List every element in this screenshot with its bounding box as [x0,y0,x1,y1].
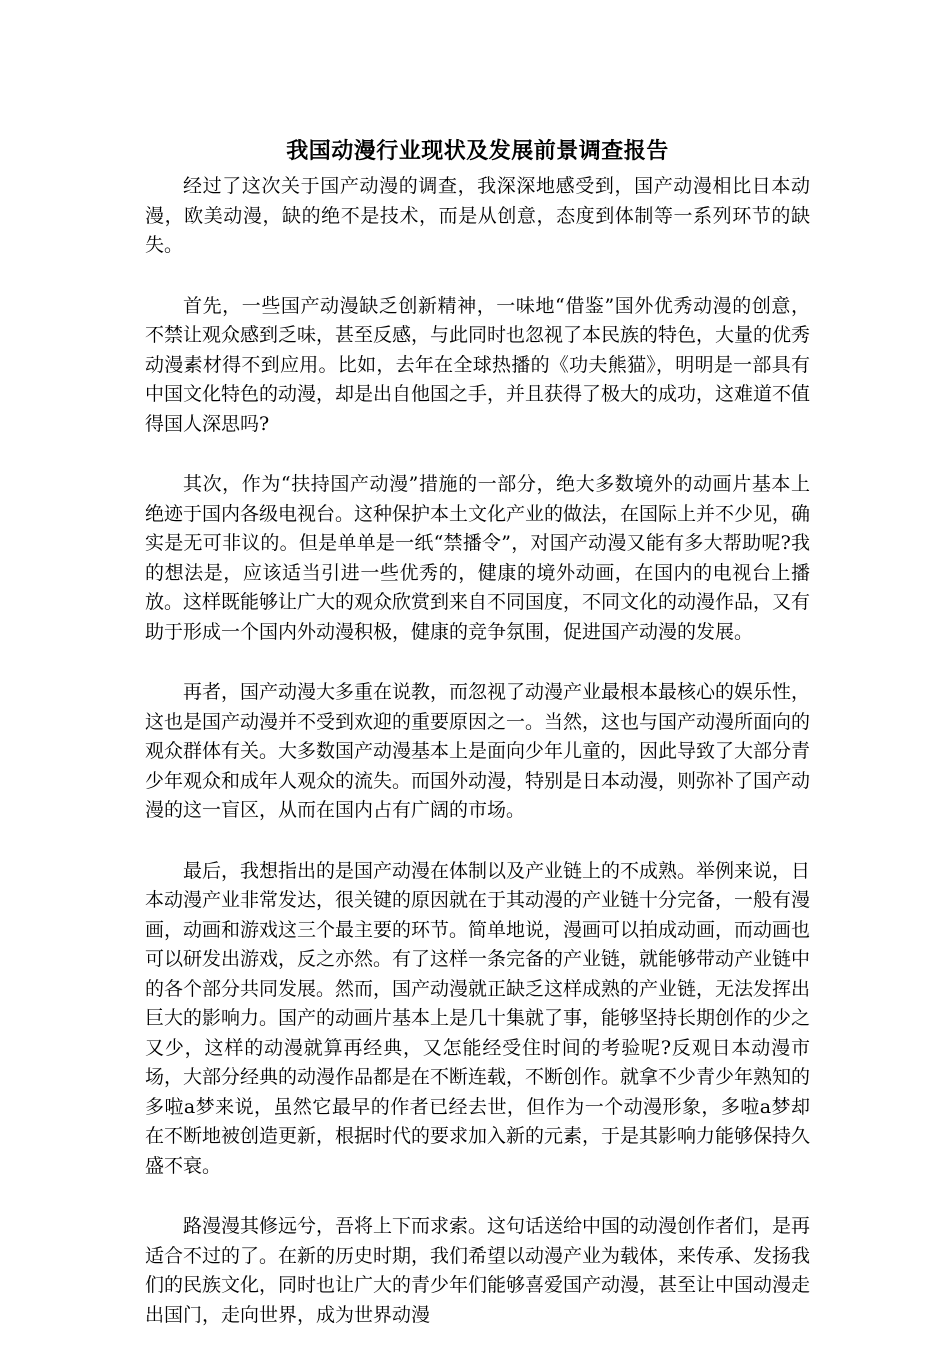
paragraph-third-point: 再者，国产动漫大多重在说教，而忽视了动漫产业最根本最核心的娱乐性，这也是国产动漫并不受到欢迎的重要原因之一。当然，这也与国产动漫所面向的观众群体有关。大多数国产动漫基本上是面向少年儿童的，因此导致了大部分青少年观众和成年人观众的流失。而国外动漫，特别是日本动漫，则弥补了国产动漫的这一盲区，从而在国内占有广阔的市场。 [145,681,811,821]
paragraph-fourth-point: 最后，我想指出的是国产动漫在体制以及产业链上的不成熟。举例来说，日本动漫产业非常发达，很关键的原因就在于其动漫的产业链十分完备，一般有漫画，动画和游戏这三个最主要的环节。简单地说，漫画可以拍成动画，而动画也可以研发出游戏，反之亦然。有了这样一条完备的产业链，就能够带动产业链中的各个部分共同发展。然而，国产动漫就正缺乏这样成熟的产业链，无法发挥出巨大的影响力。国产的动画片基本上是几十集就了事，能够坚持长期创作的少之又少，这样的动漫就算再经典，又怎能经受住时间的考验呢?反观日本动漫市场，大部分经典的动漫作品都是在不断连载，不断创作。就拿不少青少年熟知的多啦a梦来说，虽然它最早的作者已经去世，但作为一个动漫形象，多啦a梦却在不断地被创造更新，根据时代的要求加入新的元素，于是其影响力能够保持久盛不衰。 [145,859,811,1177]
paragraph-conclusion: 路漫漫其修远兮，吾将上下而求索。这句话送给中国的动漫创作者们，是再适合不过的了。在新的历史时期，我们希望以动漫产业为载体，来传承、发扬我们的民族文化，同时也让广大的青少年们能够喜爱国产动漫，甚至让中国动漫走出国门，走向世界，成为世界动漫 [145,1215,811,1326]
document-body [145,172,810,1361]
document-title: 我国动漫行业现状及发展前景调查报告 [286,138,669,164]
paragraph-first-point: 首先，一些国产动漫缺乏创新精神，一味地“借鉴”国外优秀动漫的创意，不禁让观众感到乏味，甚至反感，与此同时也忽视了本民族的特色，大量的优秀动漫素材得不到应用。比如，去年在全球热播的《功夫熊猫》，明明是一部具有中国文化特色的动漫，却是出自他国之手，并且获得了极大的成功，这难道不值得国人深思吗? [145,294,811,435]
paragraph-intro: 经过了这次关于国产动漫的调查，我深深地感受到，国产动漫相比日本动漫，欧美动漫，缺的绝不是技术，而是从创意，态度到体制等一系列环节的缺失。 [145,175,810,256]
paragraph-second-point: 其次，作为“扶持国产动漫”措施的一部分，绝大多数境外的动画片基本上绝迹于国内各级电视台。这种保护本土文化产业的做法，在国际上并不少见，确实是无可非议的。但是单单是一纸“禁播令”，对国产动漫又能有多大帮助呢?我的想法是，应该适当引进一些优秀的，健康的境外动画，在国内的电视台上播放。这样既能够让广大的观众欣赏到来自不同国度，不同文化的动漫作品，又有助于形成一个国内外动漫积极，健康的竞争氛围，促进国产动漫的发展。 [145,473,811,643]
